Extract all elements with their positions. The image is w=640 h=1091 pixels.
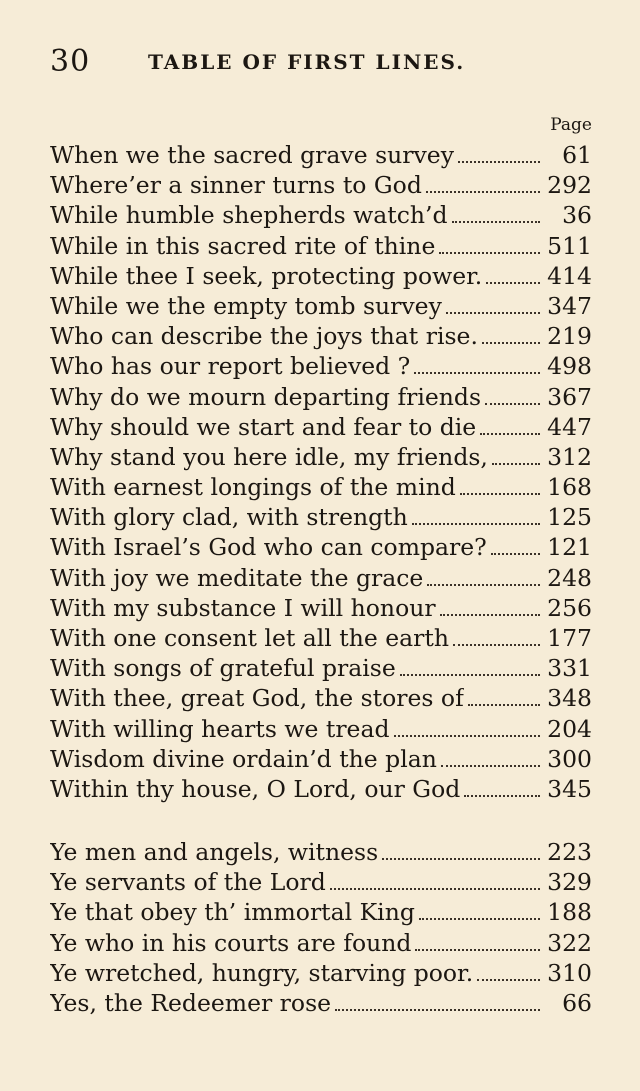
page-reference: 177 (547, 624, 592, 652)
page-reference: 310 (547, 958, 592, 987)
page-reference: 125 (547, 503, 592, 532)
index-entry (50, 291, 592, 321)
dot-leader (486, 282, 540, 284)
page-header (50, 44, 592, 84)
page-reference: 256 (547, 593, 592, 622)
dot-leader (492, 463, 540, 465)
first-line-text: When we the sacred grave survey (50, 141, 454, 169)
index-entry (50, 532, 592, 562)
first-line-text: Why do we mourn departing friends (50, 382, 482, 411)
page-reference: 248 (547, 563, 592, 592)
first-line-text: While thee I seek, protecting power. (50, 261, 483, 290)
page-reference: 204 (547, 714, 592, 743)
dot-leader (382, 858, 540, 860)
dot-leader (441, 765, 540, 767)
dot-leader (330, 888, 540, 890)
page-reference: 447 (547, 412, 592, 441)
index-entry (50, 200, 592, 230)
dot-leader (446, 312, 540, 314)
y-entries-list (50, 837, 592, 1018)
index-entry (50, 867, 592, 897)
index-entry (50, 502, 592, 532)
index-entry (50, 140, 592, 170)
page-reference: 331 (547, 654, 592, 683)
dot-leader (440, 614, 540, 616)
dot-leader (464, 795, 540, 797)
dot-leader (453, 644, 540, 646)
index-entry (50, 593, 592, 623)
dot-leader (485, 403, 540, 405)
first-line-text: Who has our report believed ? (50, 352, 411, 381)
index-entry (50, 382, 592, 412)
first-line-text: Why should we start and fear to die (50, 412, 477, 441)
dot-leader (414, 372, 540, 374)
first-line-text: Why stand you here idle, my friends, (50, 442, 488, 471)
page-reference: 347 (547, 291, 592, 320)
first-line-text: Who can describe the joys that rise. (50, 322, 478, 351)
index-entry (50, 623, 592, 653)
page-reference: 300 (547, 744, 592, 773)
page-reference: 367 (547, 382, 592, 411)
page-reference: 66 (562, 988, 592, 1017)
index-entry (50, 472, 592, 502)
first-line-text: With songs of grateful praise (50, 654, 396, 683)
page-column-label: Page (550, 115, 592, 135)
first-line-text: Where’er a sinner turns to God (50, 171, 422, 200)
page-reference: 511 (547, 231, 592, 260)
page-reference: 348 (547, 684, 592, 713)
page-reference: 219 (547, 322, 592, 351)
index-entry (50, 321, 592, 351)
dot-leader (427, 584, 540, 586)
page-reference: 188 (547, 898, 592, 927)
index-entry (50, 351, 592, 381)
dot-leader (400, 674, 540, 676)
index-entry (50, 683, 592, 713)
dot-leader (482, 342, 540, 344)
dot-leader (468, 704, 540, 706)
index-entry (50, 897, 592, 927)
first-line-text: Ye that obey th’ immortal King (50, 898, 415, 927)
first-line-text: With joy we meditate the grace (50, 563, 424, 592)
first-line-text: Ye servants of the Lord (50, 868, 326, 897)
dot-leader (452, 221, 540, 223)
first-line-text: Yes, the Redeemer rose (50, 988, 332, 1017)
first-line-text: With my substance I will honour (50, 593, 436, 622)
page-reference: 223 (547, 838, 592, 866)
first-line-text: Within thy house, O Lord, our God (50, 774, 461, 803)
index-entry (50, 988, 592, 1018)
w-entries-list (50, 140, 592, 804)
first-line-text: Ye who in his courts are found (50, 928, 412, 957)
page-reference: 36 (562, 201, 592, 230)
index-entry (50, 744, 592, 774)
running-title: TABLE OF FIRST LINES. (148, 50, 466, 74)
index-entry (50, 774, 592, 804)
first-line-text: While we the empty tomb survey (50, 291, 442, 320)
index-entry (50, 928, 592, 958)
index-entry (50, 653, 592, 683)
page-reference: 345 (547, 774, 592, 803)
first-line-text: With glory clad, with strength (50, 503, 408, 532)
index-entry (50, 714, 592, 744)
page-reference: 414 (547, 261, 592, 290)
dot-leader (480, 433, 540, 435)
index-entry (50, 412, 592, 442)
dot-leader (426, 191, 540, 193)
index-entry (50, 837, 592, 867)
page-reference: 498 (547, 352, 592, 381)
page-reference: 329 (547, 868, 592, 897)
page-reference: 322 (547, 928, 592, 957)
dot-leader (415, 949, 540, 951)
page-reference: 61 (562, 141, 592, 169)
dot-leader (419, 918, 540, 920)
first-line-text: With Israel’s God who can compare? (50, 533, 487, 562)
index-entry (50, 442, 592, 472)
index-entry (50, 231, 592, 261)
first-line-text: While in this sacred rite of thine (50, 231, 436, 260)
dot-leader (491, 553, 540, 555)
dot-leader (458, 161, 540, 163)
page-reference: 312 (547, 442, 592, 471)
first-line-text: While humble shepherds watch’d (50, 201, 448, 230)
dot-leader (439, 252, 540, 254)
index-entry (50, 958, 592, 988)
page-reference: 168 (547, 473, 592, 502)
dot-leader (335, 1009, 540, 1011)
first-line-text: With one consent let all the earth (50, 624, 449, 652)
first-line-text: Ye wretched, hungry, starving poor. (50, 958, 474, 987)
first-line-text: Wisdom divine ordain’d the plan (50, 744, 437, 773)
page-reference: 292 (547, 171, 592, 200)
page-reference: 121 (547, 533, 592, 562)
first-line-text: With earnest longings of the mind (50, 473, 456, 502)
dot-leader (412, 523, 540, 525)
index-entry (50, 261, 592, 291)
first-line-text: With thee, great God, the stores of (50, 684, 464, 713)
dot-leader (394, 735, 540, 737)
index-entry (50, 563, 592, 593)
index-entry (50, 170, 592, 200)
page-number: 30 (50, 44, 91, 79)
dot-leader (477, 979, 540, 981)
first-line-text: Ye men and angels, witness (50, 838, 379, 866)
dot-leader (460, 493, 540, 495)
first-line-text: With willing hearts we tread (50, 714, 390, 743)
